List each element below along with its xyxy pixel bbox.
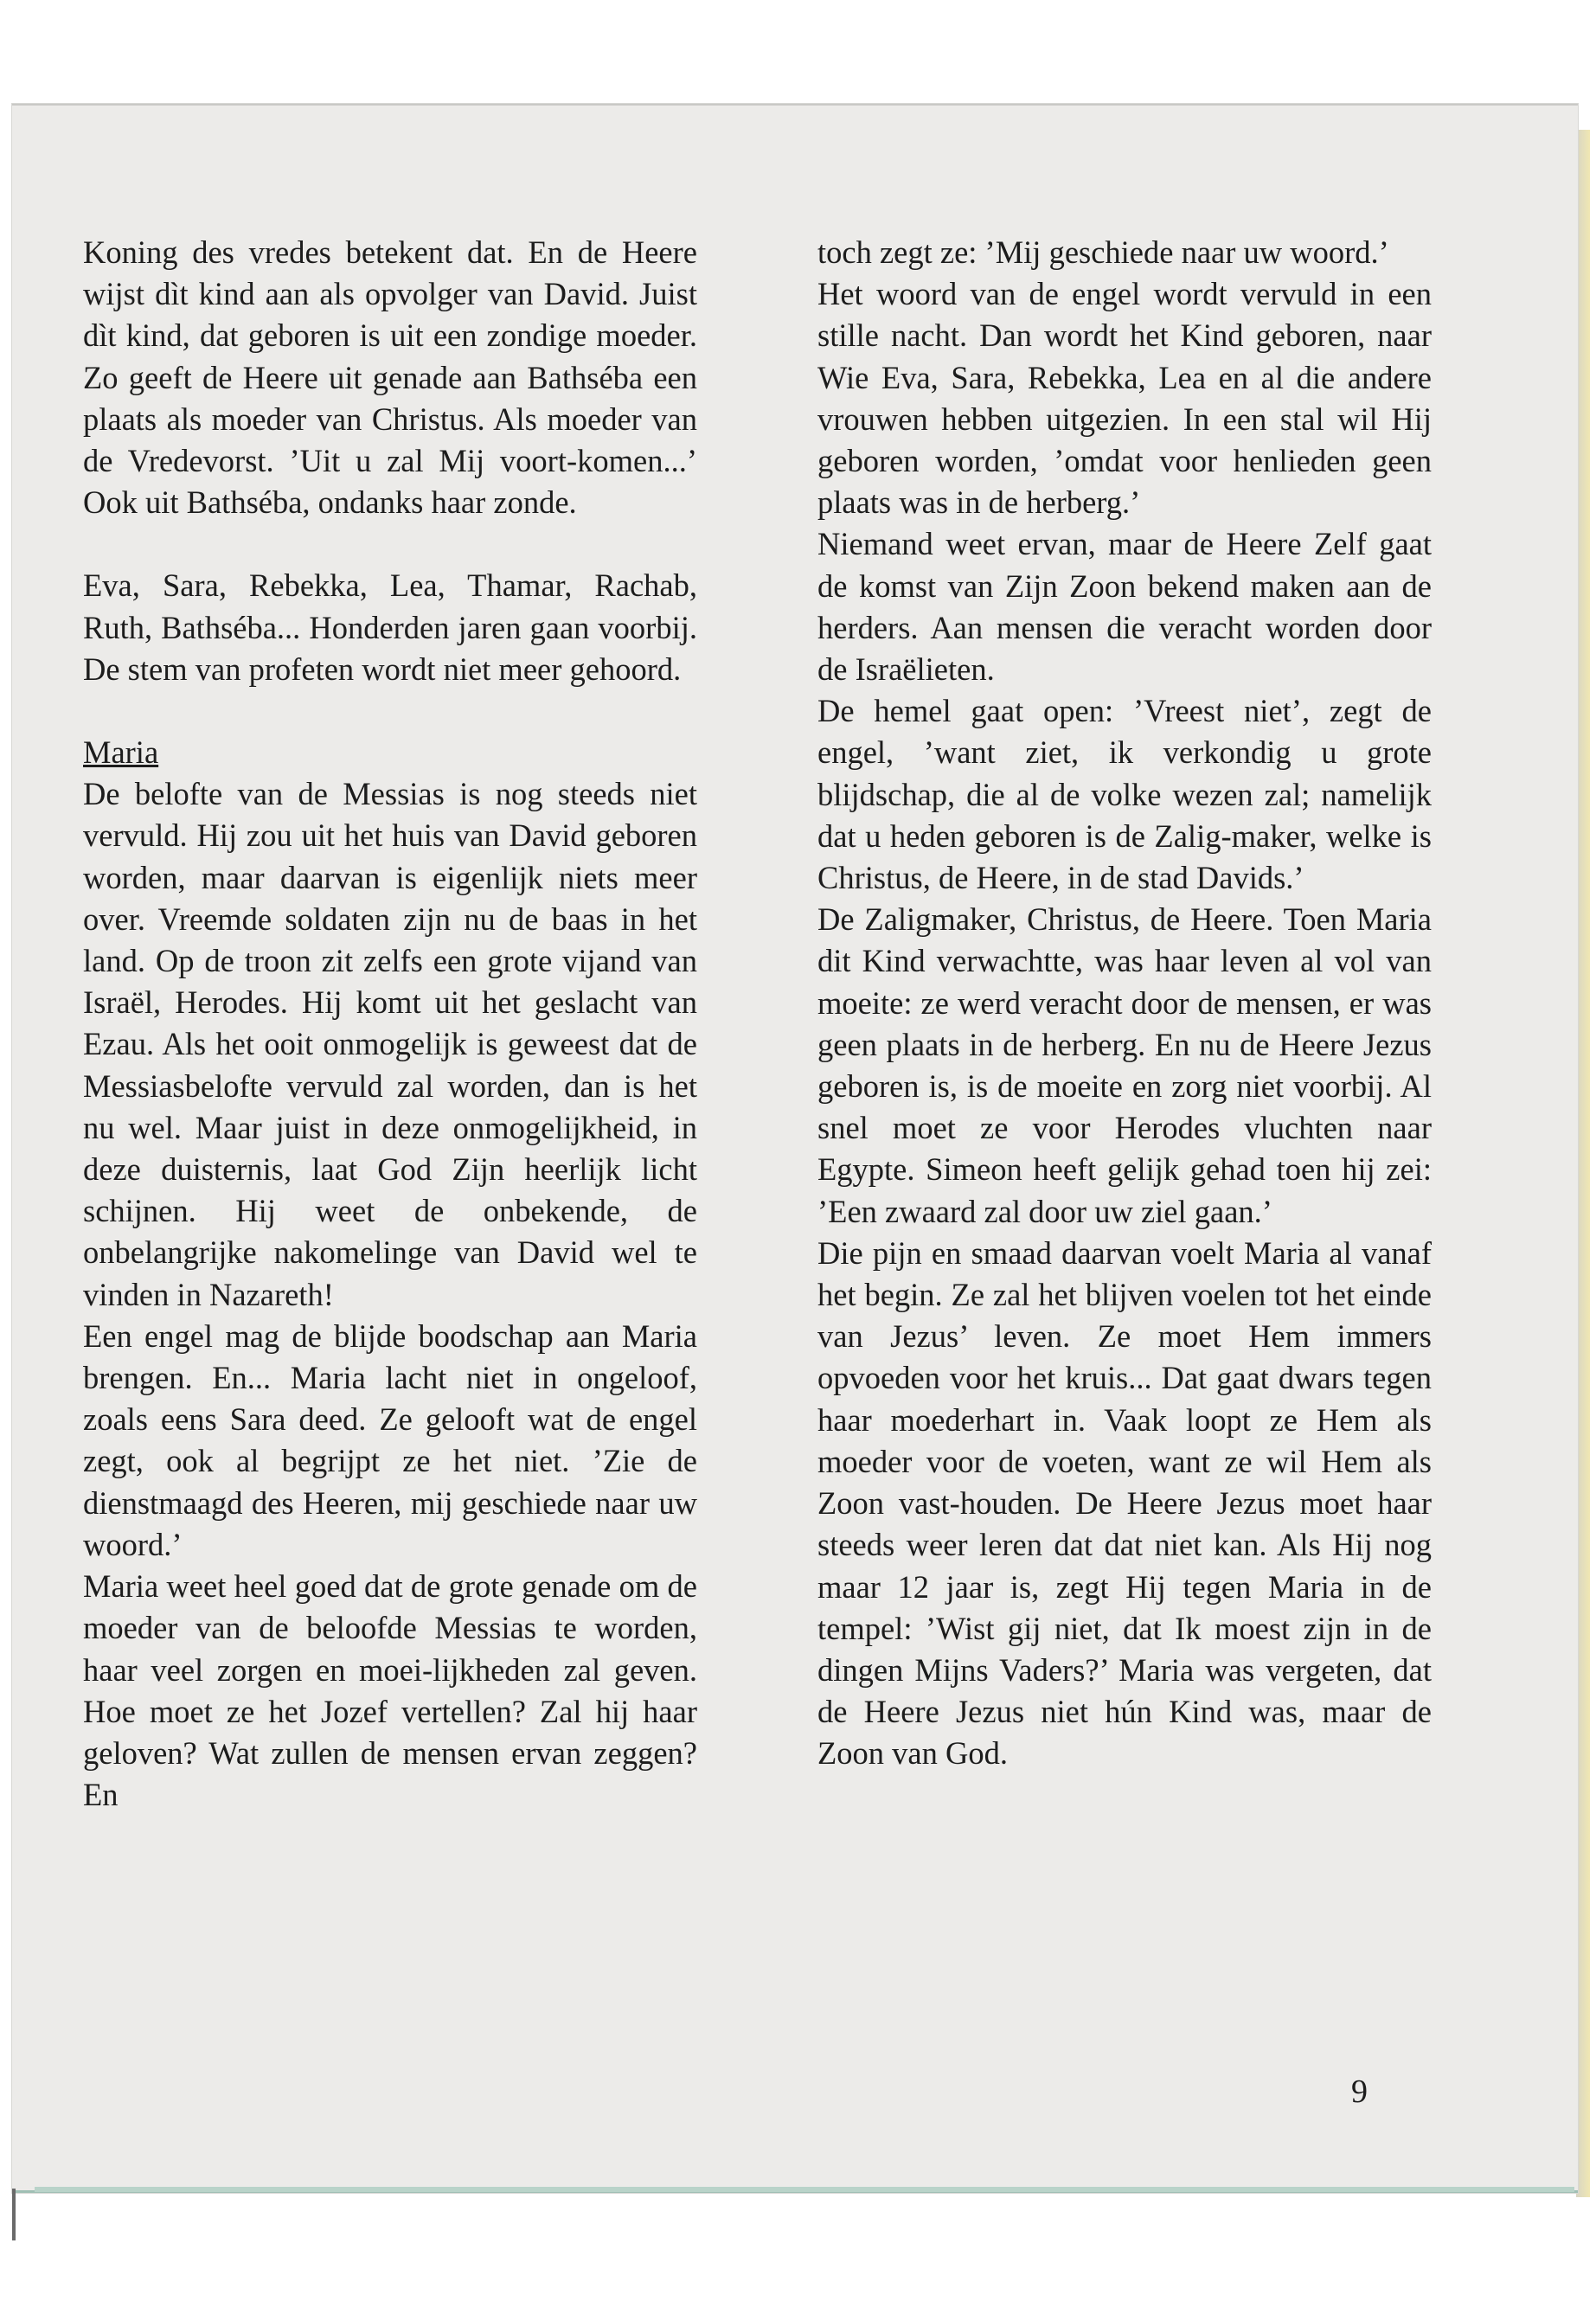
paragraph: toch zegt ze: ’Mij geschiede naar uw woord.’ <box>817 234 1389 270</box>
paragraph: Die pijn en smaad daarvan voelt Maria al vanaf het begin. Ze zal het blijven voelen tot het einde van Jezus’ leven. Ze moet Hem immers opvoeden voor het kruis... Dat gaat dwars tegen haar moederhart in. Vaak loopt ze Hem als moeder voor de voeten, want ze wil Hem als Zoon vast-houden. De Heere Jezus moet haar steeds weer leren dat dat niet kan. Als Hij nog maar 12 jaar is, zegt Hij tegen Maria in de tempel: ’Wist gij niet, dat Ik moest zijn in de dingen Mijns Vaders?’ Maria was vergeten, dat de Heere Jezus niet hún Kind was, maar de Zoon van God. <box>817 1234 1432 1772</box>
section-heading: Maria <box>83 734 159 771</box>
paragraph: Eva, Sara, Rebekka, Lea, Thamar, Rachab, Ruth, Bathséba... Honderden jaren gaan voorbij. De stem van profeten wordt niet meer gehoord. <box>83 567 697 687</box>
page-edge-bottom <box>35 2187 1574 2192</box>
paragraph: Maria weet heel goed dat de grote genade om de moeder van de beloofde Messias te worden, haar veel zorgen en moei-lijkheden zal geven. Hoe moet ze het Jozef vertellen? Zal hij haar geloven? Wat zullen de mensen ervan zeggen? En <box>83 1568 697 1813</box>
paragraph: De belofte van de Messias is nog steeds niet vervuld. Hij zou uit het huis van David geboren worden, maar daarvan is eigenlijk niets meer over. Vreemde soldaten zijn nu de baas in het land. Op de troon zit zelfs een grote vijand van Israël, Herodes. Hij komt uit het geslacht van Ezau. Als het ooit onmogelijk is geweest dat de Messiasbelofte vervuld zal worden, dan is het nu wel. Maar juist in deze onmogelijkheid, in deze duisternis, laat God Zijn heerlijk licht schijnen. Hij weet de onbekende, de onbelangrijke nakomelinge van David wel te vinden in Nazareth! <box>83 776 697 1312</box>
paragraph: De Zaligmaker, Christus, de Heere. Toen Maria dit Kind verwachtte, was haar leven al vol van moeite: ze werd veracht door de mensen, er was geen plaats in de herberg. En nu de Heere Jezus geboren is, is de moeite en zorg niet voorbij. Al snel moet ze voor Herodes vluchten naar Egypte. Simeon heeft gelijk gehad toen hij zei: ’Een zwaard zal door uw ziel gaan.’ <box>817 901 1432 1229</box>
page-edge-right <box>1576 130 1590 2197</box>
page-number: 9 <box>1351 2073 1368 2110</box>
paragraph: Een engel mag de blijde boodschap aan Maria brengen. En... Maria lacht niet in ongeloof, zoals eens Sara deed. Ze gelooft wat de engel zegt, ook al begrijpt ze het niet. ’Zie de dienstmaagd des Heeren, mij geschiede naar uw woord.’ <box>83 1317 697 1562</box>
paragraph: Het woord van de engel wordt vervuld in een stille nacht. Dan wordt het Kind geboren, naar Wie Eva, Sara, Rebekka, Lea en al die andere vrouwen hebben uitgezien. In een stal wil Hij geboren worden, ’omdat voor henlieden geen plaats was in de herberg.’ <box>817 276 1432 521</box>
paragraph: Koning des vredes betekent dat. En de Heere wijst dìt kind aan als opvolger van David. Juist dìt kind, dat geboren is uit een zondige moeder. Zo geeft de Heere uit genade aan Bathséba een plaats als moeder van Christus. Als moeder van de Vredevorst. ’Uit u zal Mij voort-komen...’ Ook uit Bathséba, ondanks haar zonde. <box>83 234 697 521</box>
paragraph: Niemand weet ervan, maar de Heere Zelf gaat de komst van Zijn Zoon bekend maken aan de herders. Aan mensen die veracht worden door de Israëlieten. <box>817 526 1432 688</box>
right-column <box>817 232 1432 1775</box>
binding-mark <box>12 2189 16 2240</box>
left-column <box>83 232 697 1816</box>
paragraph: De hemel gaat open: ’Vreest niet’, zegt de engel, ’want ziet, ik verkondig u grote blijdschap, die al de volke wezen zal; namelijk dat u heden geboren is de Zalig-maker, welke is Christus, de Heere, in de stad Davids.’ <box>817 693 1432 896</box>
